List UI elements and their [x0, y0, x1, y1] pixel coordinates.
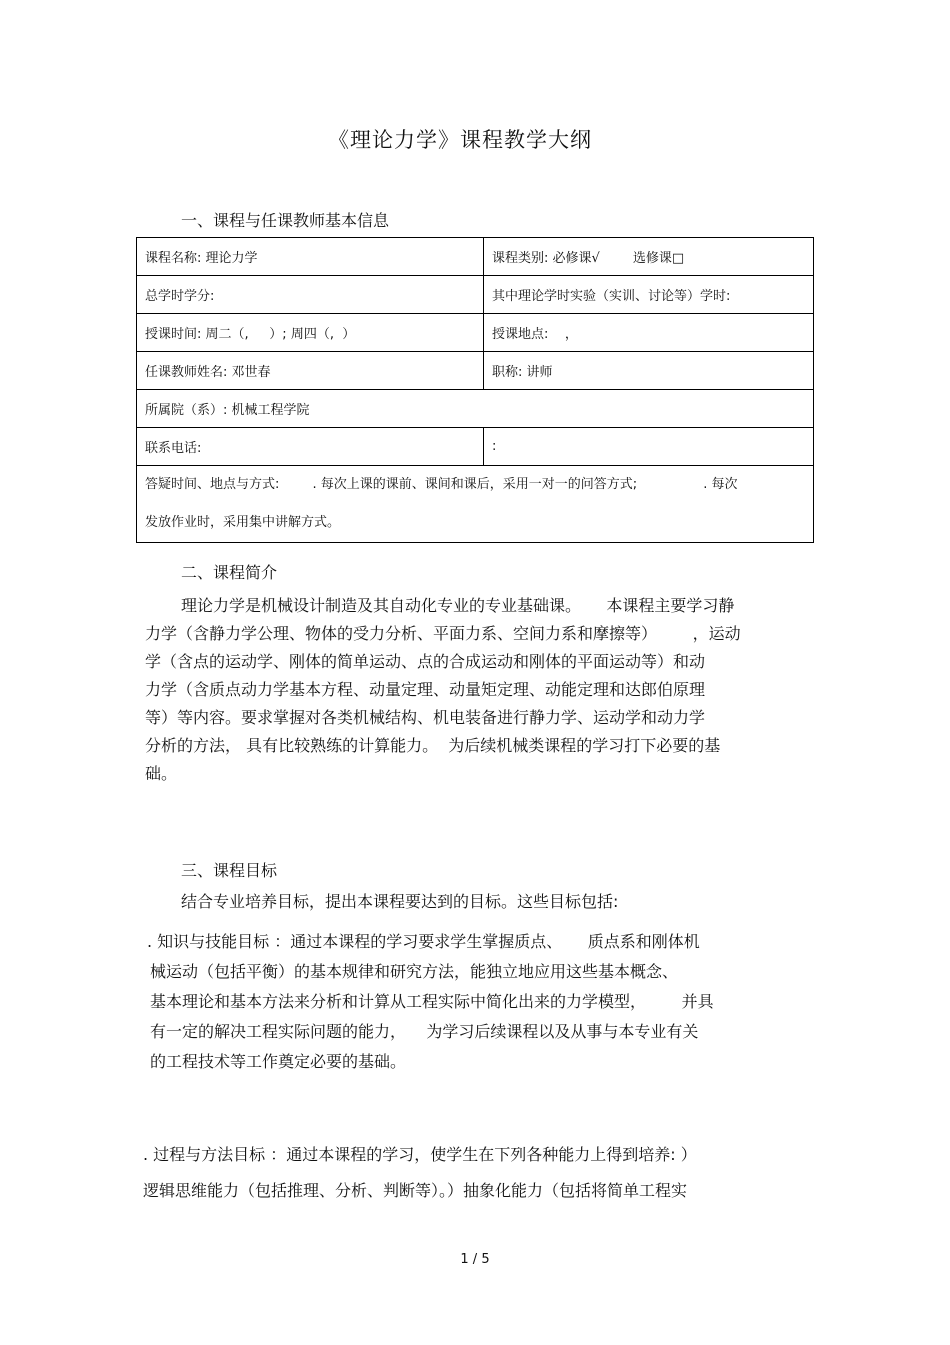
paragraph-line: . 过程与方法目标 ：通过本课程的学习，使学生在下列各种能力上得到培养: ）: [143, 1145, 697, 1164]
table-row: [137, 466, 814, 543]
phone-right-cell: :: [484, 428, 814, 466]
table-row: [137, 276, 814, 314]
section-heading-1: 一、课程与任课教师基本信息: [181, 211, 390, 230]
total-hours-cell: 总学时学分:: [137, 276, 484, 314]
section-heading-3: 三、课程目标: [181, 861, 278, 880]
intro-paragraph: [145, 592, 825, 788]
section-heading-2: 二、课程简介: [181, 563, 278, 582]
phone-cell: 联系电话:: [137, 428, 484, 466]
page-number: 1 / 5: [460, 1252, 490, 1267]
paragraph-line: 械运动（包括平衡）的基本规律和研究方法，能独立地应用这些基本概念、: [150, 962, 679, 981]
paragraph-line: 的工程技术等工作奠定必要的基础。: [150, 1052, 407, 1071]
course-info-table: [136, 237, 814, 543]
teaching-time-cell: 授课时间: 周二（, ）; 周四（, ）: [137, 314, 484, 352]
paragraph-line: 力学（含静力学公理、物体的受力分析、平面力系、空间力系和摩擦等） ，运动: [145, 624, 741, 643]
department-cell: 所属院（系）: 机械工程学院: [137, 390, 814, 428]
qa-line: 答疑时间、地点与方式: . 每次上课的课前、课间和课后，采用一对一的问答方式; . 每次: [145, 477, 738, 492]
document-title: 《理论力学》课程教学大纲: [328, 128, 592, 152]
paragraph-line: 有一定的解决工程实际问题的能力， 为学习后续课程以及从事与本专业有关: [150, 1022, 699, 1041]
teaching-place-cell: 授课地点: ，: [484, 314, 814, 352]
table-row: [137, 390, 814, 428]
table-row: [137, 314, 814, 352]
paragraph-line: 力学（含质点动力学基本方程、动量定理、动量矩定理、动能定理和达郎伯原理: [145, 680, 706, 699]
goal-intro: 结合专业培养目标，提出本课程要达到的目标。这些目标包括:: [181, 892, 619, 911]
course-type-cell: 课程类别: 必修课√ 选修课□: [484, 238, 814, 276]
paragraph-line: 学（含点的运动学、刚体的简单运动、点的合成运动和刚体的平面运动等）和动: [145, 652, 706, 671]
qa-line: 发放作业时，采用集中讲解方式。: [145, 515, 341, 530]
paragraph-line: 基本理论和基本方法来分析和计算从工程实际中简化出来的力学模型， 并具: [150, 992, 714, 1011]
qa-cell: [137, 466, 814, 543]
goal-knowledge-paragraph: [147, 927, 827, 1077]
teacher-name-cell: 任课教师姓名: 邓世春: [137, 352, 484, 390]
paragraph-line: 等）等内容。要求掌握对各类机械结构、机电装备进行静力学、运动学和动力学: [145, 708, 706, 727]
teacher-title-cell: 职称: 讲师: [484, 352, 814, 390]
table-row: [137, 428, 814, 466]
paragraph-line: . 知识与技能目标 ：通过本课程的学习要求学生掌握质点、 质点系和刚体机: [147, 932, 700, 951]
theory-hours-cell: 其中理论学时实验（实训、讨论等）学时:: [484, 276, 814, 314]
paragraph-line: 逻辑思维能力（包括推理、分析、判断等）。）抽象化能力（包括将简单工程实: [143, 1181, 688, 1200]
table-row: [137, 352, 814, 390]
course-name-cell: 课程名称: 理论力学: [137, 238, 484, 276]
goal-process-paragraph: [143, 1137, 833, 1209]
paragraph-line: 分析的方法， 具有比较熟练的计算能力。 为后续机械类课程的学习打下必要的基: [145, 736, 721, 755]
paragraph-line: 理论力学是机械设计制造及其自动化专业的专业基础课。 本课程主要学习静: [181, 596, 735, 615]
table-row: [137, 238, 814, 276]
paragraph-line: 础。: [145, 764, 178, 783]
